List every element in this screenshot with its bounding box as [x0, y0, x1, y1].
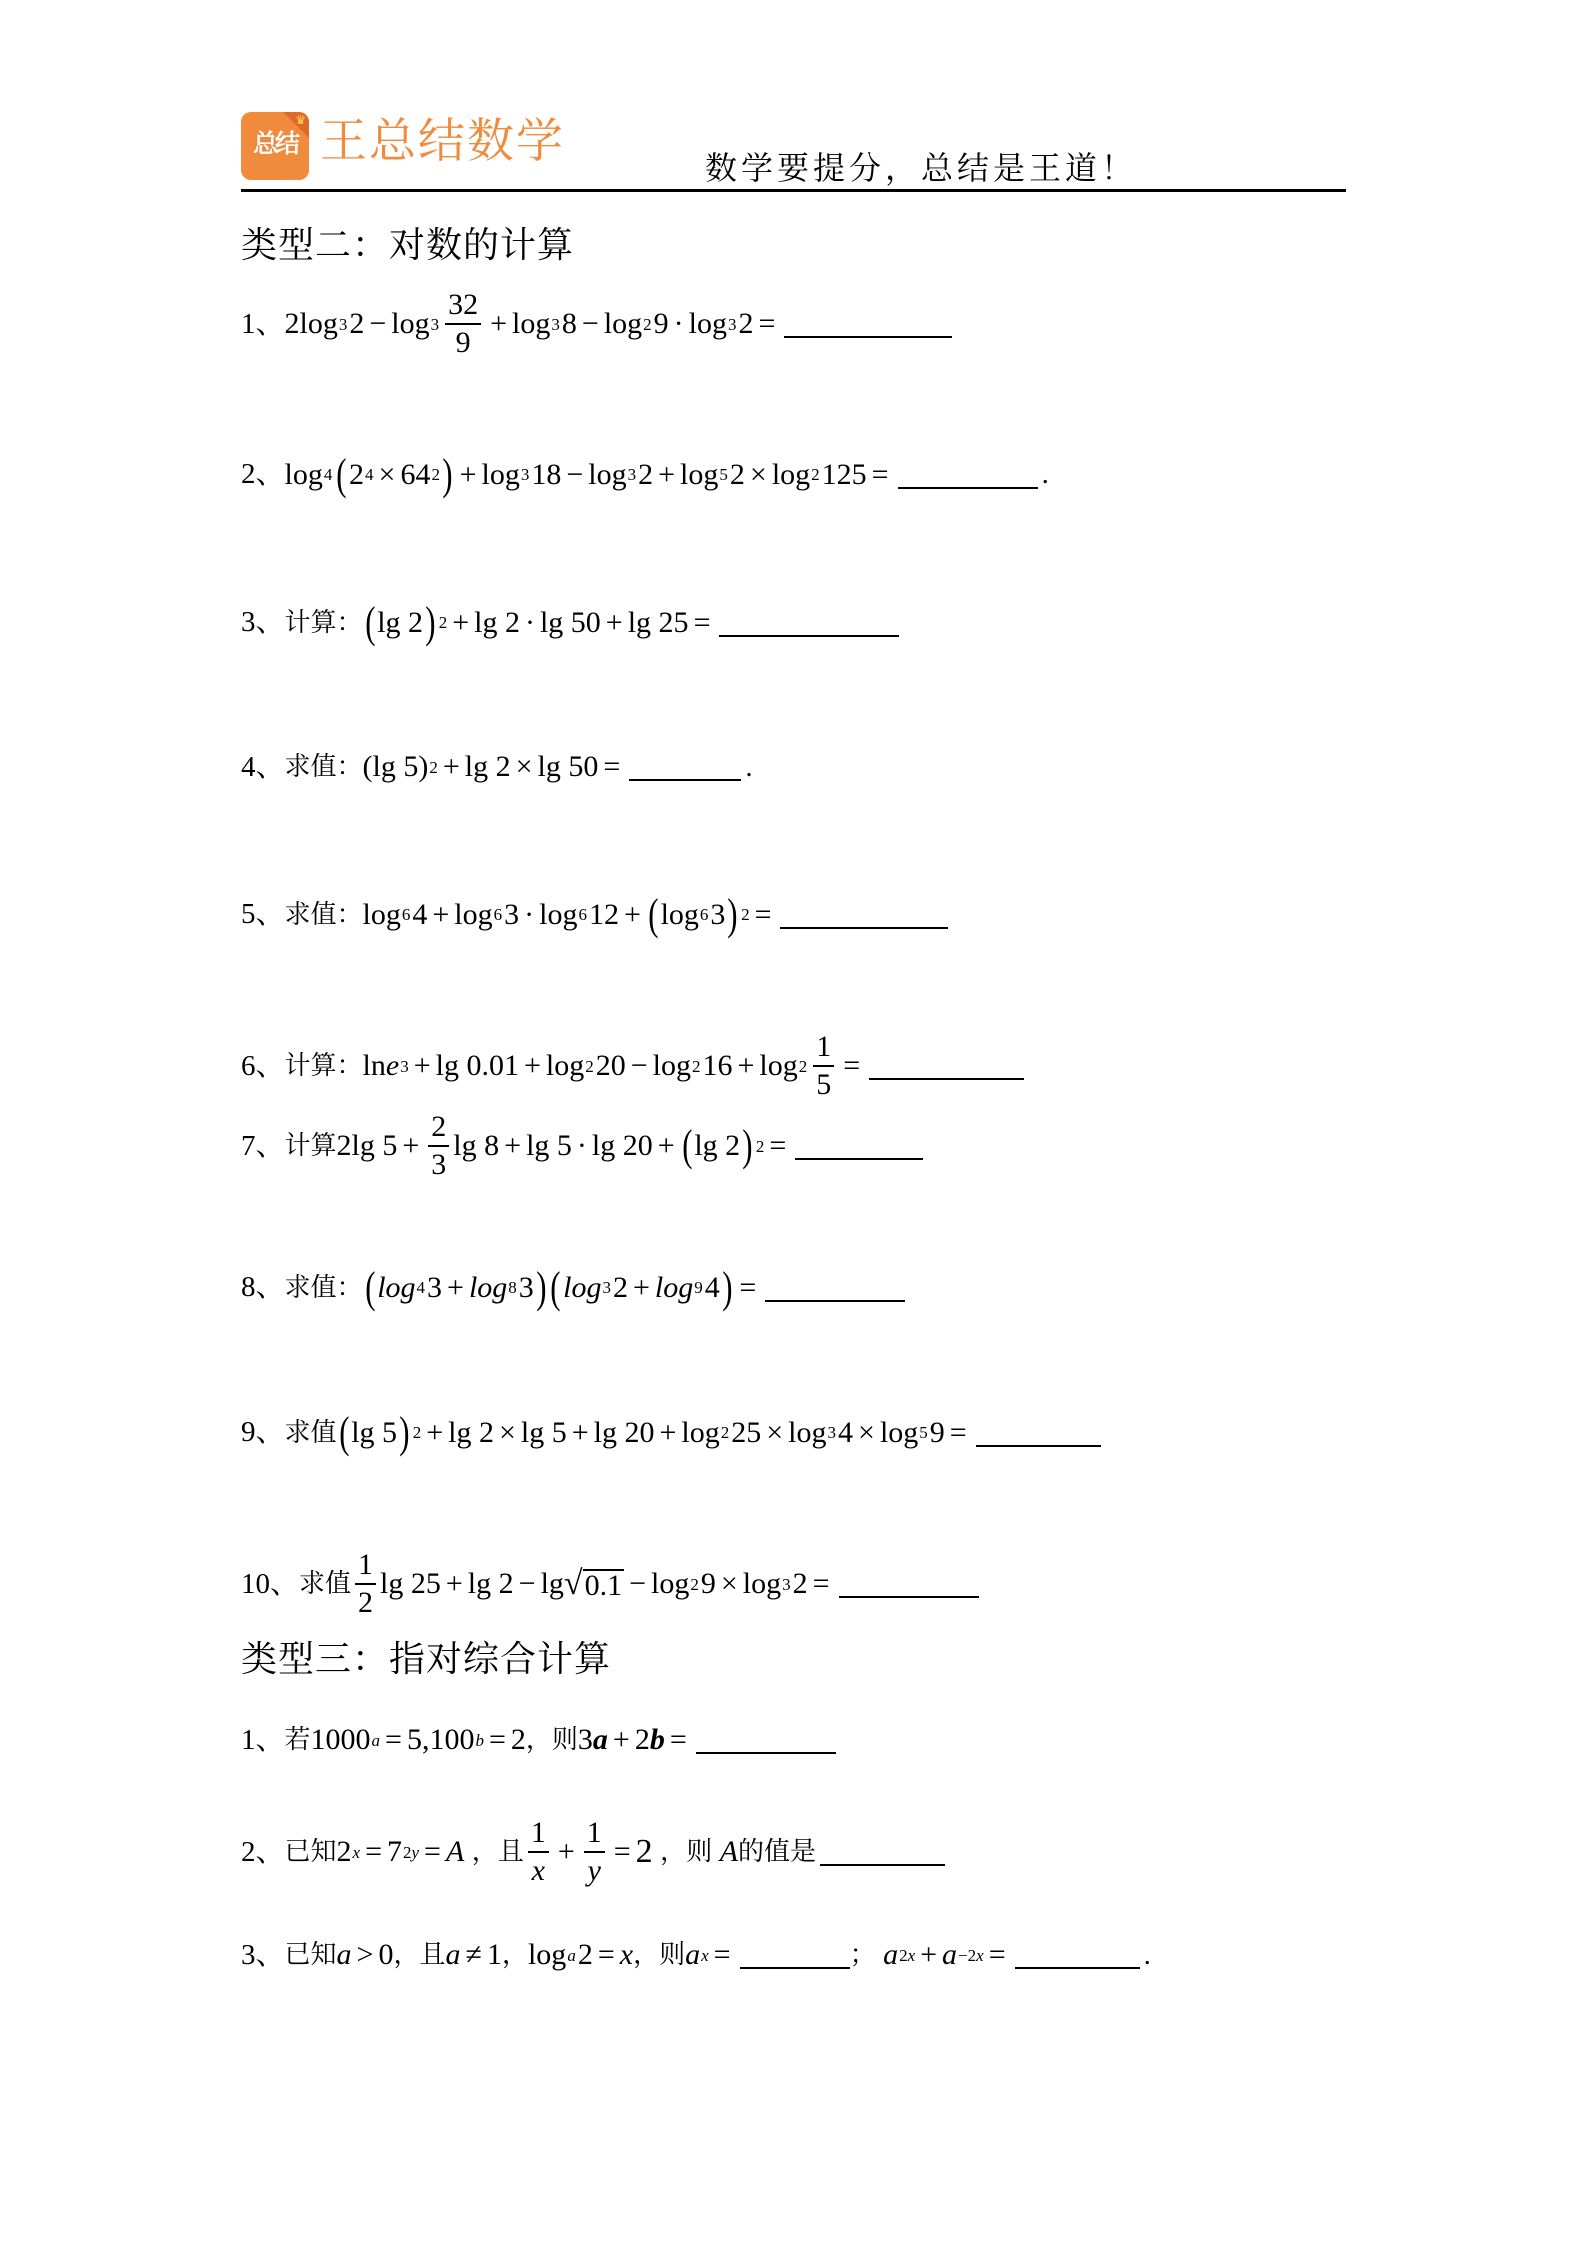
problem-number: 5、 [241, 898, 285, 931]
math-expression: $\frac{1}{2}$ lg 25 + lg 2 − lg √ 0.1 − log 2 9 × log 3 2 = [351, 1550, 835, 1618]
problem-prefix: 已知 [284, 1940, 337, 1970]
math-expression: ln e 3 + lg 0.01 + log 2 20 − log 2 16 + log 2 $\frac{1}{5}$ = [362, 1030, 861, 1101]
problem-number: 10、 [241, 1567, 300, 1600]
problem-3-3: 3、 已知 a > 0 ， 且 a ≠ 1 ， log a 2 = x ， 则 a x = ； a 2x + a −2x = . [241, 1938, 1151, 1971]
math-expression: 2lg 5 + $\frac{2}{3}$ lg 8 + lg 5 · lg 20 + ( lg 2 ) 2 = [336, 1110, 787, 1181]
problem-number: 4、 [241, 750, 285, 783]
crown-icon: ♛ [295, 113, 306, 127]
slogan: 数学要提分，总结是王道！ [705, 149, 1138, 187]
problem-2-10 [241, 1550, 979, 1618]
answer-blank[interactable] [784, 310, 952, 338]
problem-number: 2、 [241, 458, 285, 491]
logo [241, 112, 309, 180]
problem-prefix: 计算 [284, 1131, 337, 1161]
problem-2-9 [241, 1408, 1101, 1457]
answer-blank[interactable] [765, 1274, 905, 1302]
math-expression: (lg 5) 2 + lg 2 × lg 50 = [362, 750, 621, 783]
math-expression: a > 0 [336, 1938, 394, 1971]
answer-blank[interactable] [820, 1838, 945, 1866]
problem-3-1: 1、 若 1000 a = 5,100 b = 2 ， 则 3 a + 2 b = [241, 1725, 836, 1755]
problem-2-6 [241, 1032, 1024, 1100]
problem-number: 7、 [241, 1129, 285, 1162]
math-expression: log 4 ( 2 4 × 64 2 ) + log 3 18 − log 3 2 + log 5 2 × log 2 125 = [284, 450, 889, 499]
answer-blank-1[interactable] [740, 1941, 850, 1969]
problem-2-4: 4、 求值： (lg 5) 2 + lg 2 × lg 50 = . [241, 750, 753, 783]
problem-number: 3、 [241, 606, 285, 639]
problem-2-3 [241, 598, 899, 647]
answer-blank[interactable] [629, 753, 741, 781]
problem-prefix: 计算： [284, 607, 363, 638]
problem-2-2: 2、 log 4 ( 2 4 × 64 2 ) + log 3 18 − log 3 2 + log 5 2 × log 2 125 = . [241, 450, 1049, 499]
header-divider [241, 189, 1346, 192]
problem-prefix: 已知 [284, 1837, 337, 1867]
answer-blank[interactable] [696, 1726, 836, 1754]
problem-2-5 [241, 890, 948, 939]
problem-2-7 [241, 1112, 923, 1180]
math-expression: 2 x = 7 2y = A [336, 1835, 465, 1868]
problem-2-8 [241, 1263, 905, 1312]
math-expression: 1000 a = 5,100 b = 2 [310, 1723, 526, 1756]
problem-number: 6、 [241, 1049, 285, 1082]
answer-blank[interactable] [839, 1570, 979, 1598]
problem-number: 9、 [241, 1416, 285, 1449]
answer-blank[interactable] [869, 1052, 1024, 1080]
math-expression: ( lg 2 ) 2 + lg 2 · lg 50 + lg 25 = [364, 598, 711, 647]
problem-2-1 [241, 290, 952, 358]
problem-3-2: 2、 已知 2 x = 7 2y = A ， 且 $\frac{1}{x}$ + $\frac{1}{y}$ = 2 ， 则 A 的值是 [241, 1818, 945, 1886]
problem-number: 1、 [241, 1723, 285, 1756]
problem-number: 2、 [241, 1835, 285, 1868]
problem-prefix: 求值： [284, 752, 363, 782]
math-expression: ( log 4 3 + log 8 3 ) ( log 3 2 + log 9 4 ) = [364, 1263, 757, 1312]
brand-name: 王总结数学 [320, 114, 565, 169]
problem-prefix: 若 [284, 1725, 311, 1755]
answer-blank[interactable] [898, 461, 1038, 489]
math-expression: log 6 4 + log 6 3 · log 6 12 + ( log 6 3 ) 2 = [362, 890, 772, 939]
section-title-log-calc: 类型二：对数的计算 [241, 225, 575, 266]
answer-blank[interactable] [795, 1132, 923, 1160]
answer-blank[interactable] [976, 1419, 1101, 1447]
answer-blank[interactable] [780, 901, 948, 929]
problem-prefix: 求值： [284, 1272, 363, 1303]
logo-text: 总结 [252, 129, 297, 158]
problem-prefix: 求值 [299, 1569, 352, 1599]
problem-number: 8、 [241, 1271, 285, 1304]
problem-prefix: 求值 [284, 1417, 337, 1448]
section-title-exp-log-combined: 类型三：指对综合计算 [241, 1639, 612, 1680]
math-expression: 2log 3 2 − log 3 $\frac{32}{9}$ + log 3 8 − log 2 9 · log 3 2 = [284, 288, 776, 359]
answer-blank[interactable] [719, 609, 899, 637]
problem-number: 1、 [241, 307, 285, 340]
problem-number: 3、 [241, 1938, 285, 1971]
problem-prefix: 计算： [284, 1051, 363, 1081]
math-expression: ( lg 5 ) 2 + lg 2 × lg 5 + lg 20 + log 2 25 × log 3 4 × log 5 9 = [338, 1408, 967, 1457]
answer-blank-2[interactable] [1015, 1941, 1140, 1969]
problem-prefix: 求值： [284, 899, 363, 930]
